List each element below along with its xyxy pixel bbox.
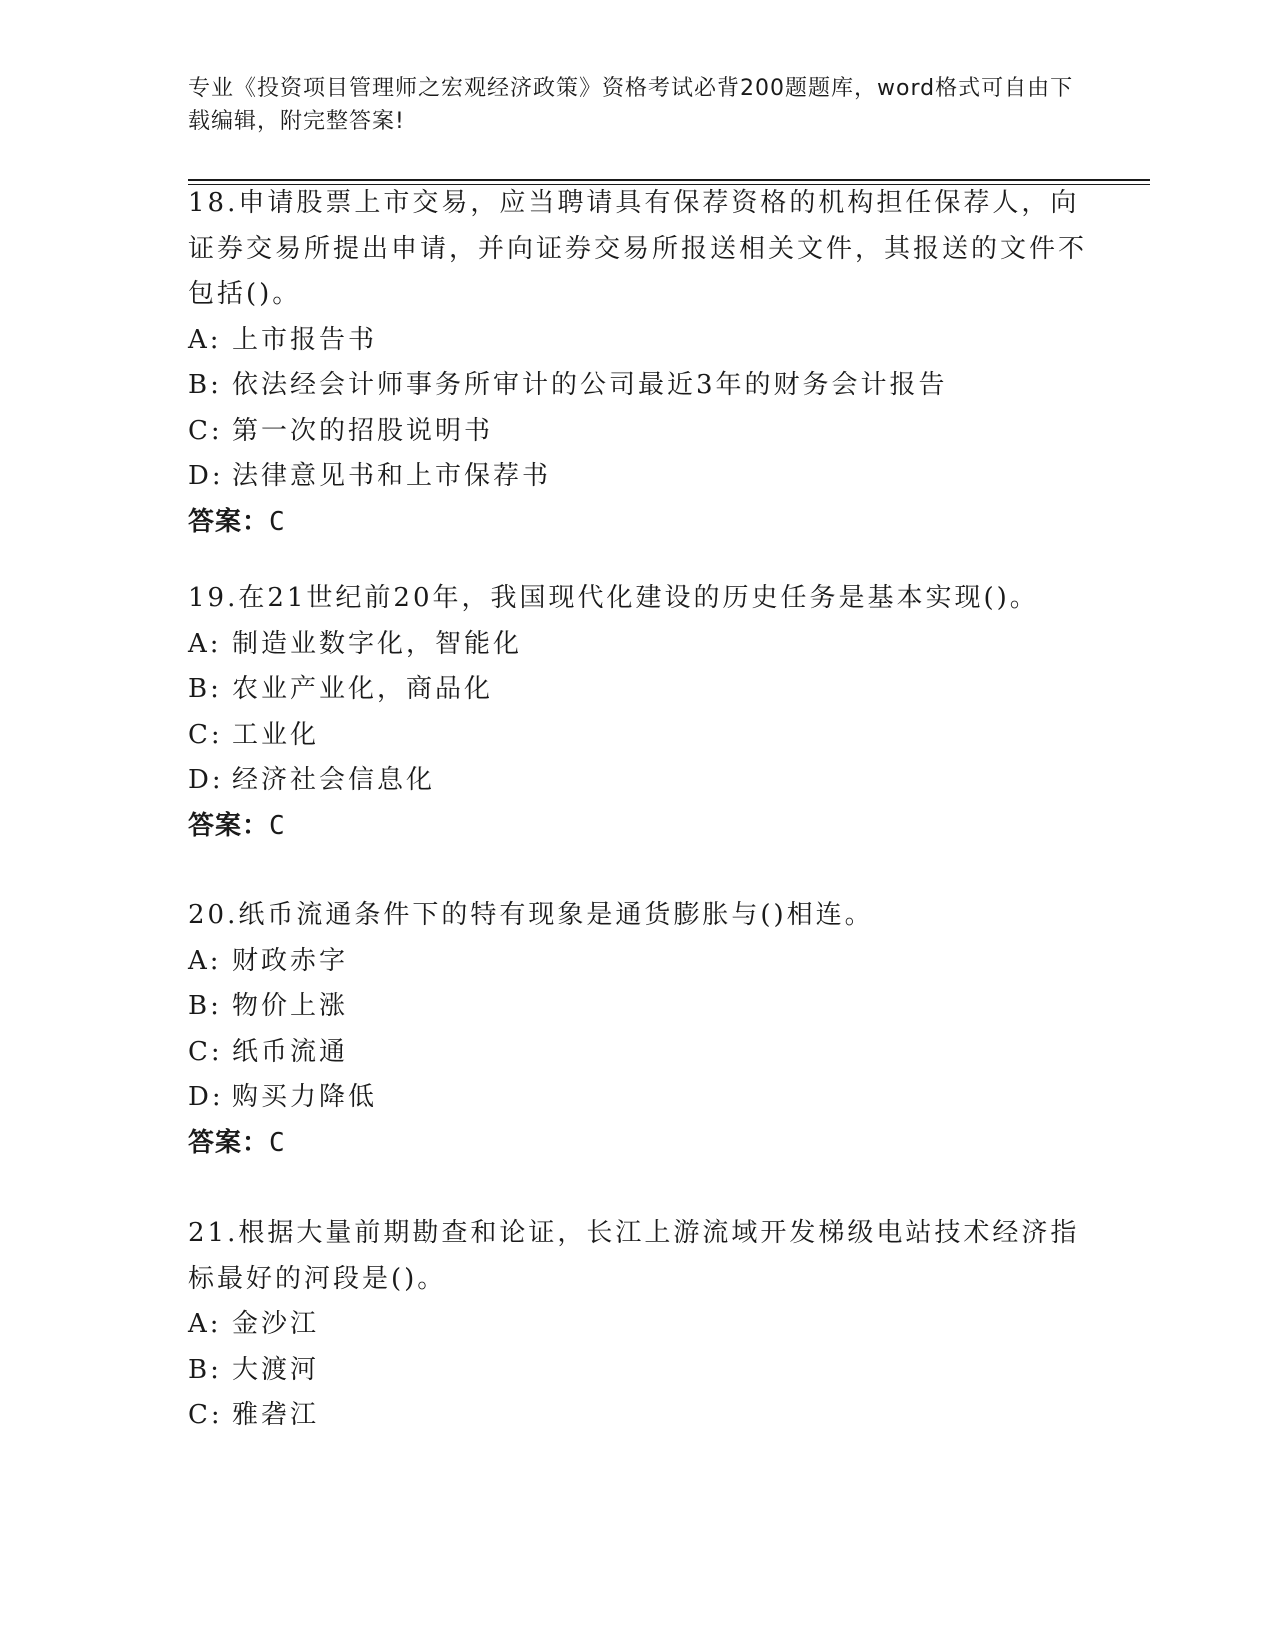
answer	[188, 500, 1088, 546]
option-text: 第一次的招股说明书	[232, 415, 494, 446]
option-key: B:	[188, 370, 222, 400]
question-19	[188, 576, 1088, 849]
option-b	[188, 667, 1088, 713]
option-key: B:	[188, 991, 222, 1021]
answer-value: C	[269, 1127, 286, 1158]
option-key: D:	[188, 1082, 224, 1112]
option-text: 法律意见书和上市保荐书	[232, 461, 552, 491]
answer-value: C	[269, 506, 286, 537]
option-key: C:	[188, 719, 223, 750]
document-header: 专业《投资项目管理师之宏观经济政策》资格考试必背200题题库，word格式可自由下载编辑，附完整答案!	[188, 76, 1074, 134]
option-text: 雅砻江	[232, 1400, 320, 1430]
option-key: D:	[188, 461, 224, 491]
option-d	[188, 758, 1088, 804]
question-21	[188, 1211, 1088, 1439]
answer-label: 答案：	[188, 1127, 270, 1158]
answer-value: C	[269, 810, 286, 841]
answer	[188, 804, 1088, 850]
option-key: D:	[188, 765, 224, 795]
question-stem: 21.根据大量前期勘查和论证，长江上游流域开发梯级电站技术经济指标最好的河段是()。	[188, 1218, 1080, 1294]
question-20	[188, 893, 1088, 1166]
option-key: A:	[188, 945, 222, 976]
option-a	[188, 939, 1088, 985]
option-key: C:	[188, 415, 223, 446]
option-text: 购买力降低	[232, 1082, 378, 1112]
option-text: 上市报告书	[232, 324, 378, 355]
question-stem: 20.纸币流通条件下的特有现象是通货膨胀与()相连。	[188, 900, 874, 930]
option-a	[188, 1302, 1088, 1348]
question-stem: 19.在21世纪前20年，我国现代化建设的历史任务是基本实现()。	[188, 583, 1039, 613]
option-d	[188, 454, 1088, 500]
option-c	[188, 713, 1088, 759]
option-text: 工业化	[232, 719, 320, 750]
answer	[188, 1121, 1088, 1167]
option-key: C:	[188, 1036, 223, 1067]
option-key: B:	[188, 674, 222, 704]
option-text: 农业产业化，商品化	[232, 674, 494, 704]
option-text: 大渡河	[232, 1354, 320, 1385]
option-b	[188, 984, 1088, 1030]
question-18	[188, 181, 1088, 545]
option-key: A:	[188, 1309, 222, 1339]
option-text: 物价上涨	[232, 991, 349, 1021]
option-b	[188, 1348, 1088, 1394]
option-text: 财政赤字	[232, 945, 349, 976]
option-text: 依法经会计师事务所审计的公司最近3年的财务会计报告	[232, 370, 948, 400]
question-stem: 18.申请股票上市交易，应当聘请具有保荐资格的机构担任保荐人，向证券交易所提出申请，并向证券交易所报送相关文件，其报送的文件不包括()。	[188, 188, 1088, 309]
option-d	[188, 1075, 1088, 1121]
option-key: B:	[188, 1354, 222, 1385]
option-c	[188, 409, 1088, 455]
option-key: C:	[188, 1400, 223, 1430]
option-text: 金沙江	[232, 1309, 320, 1339]
option-text: 纸币流通	[232, 1036, 349, 1067]
option-text: 制造业数字化，智能化	[232, 628, 523, 659]
answer-label: 答案：	[188, 506, 270, 537]
option-c	[188, 1030, 1088, 1076]
option-c	[188, 1393, 1088, 1439]
option-a	[188, 318, 1088, 364]
option-key: A:	[188, 628, 222, 659]
option-a	[188, 622, 1088, 668]
option-key: A:	[188, 324, 222, 355]
answer-label: 答案：	[188, 810, 270, 841]
option-b	[188, 363, 1088, 409]
option-text: 经济社会信息化	[232, 765, 436, 795]
